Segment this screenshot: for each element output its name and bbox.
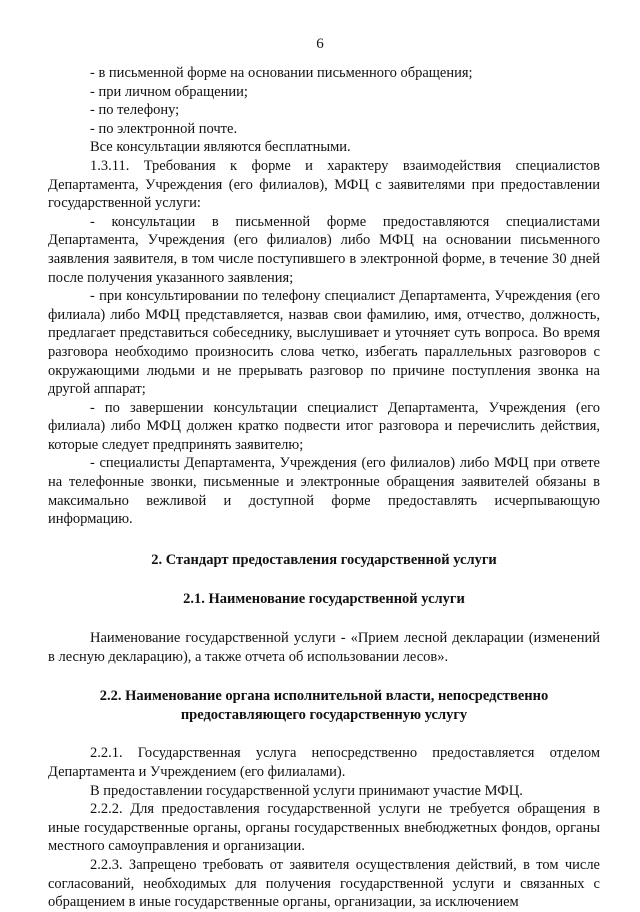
document-body	[48, 64, 600, 912]
paragraph-specialists-duties: - специалисты Департамента, Учреждения (его филиалов) либо МФЦ при ответе на телефонные звонки, письменные и электронные обращения заявителей обязаны в максимально вежливой и доступной форме предоставлять исчерпывающую информацию.	[48, 455, 600, 528]
section-heading-2-2	[48, 687, 600, 724]
section-heading-2: 2. Стандарт предоставления государственной услуги	[151, 551, 497, 568]
free-consultations-text: Все консультации являются бесплатными.	[90, 139, 351, 156]
list-item-email: - по электронной почте.	[90, 120, 238, 137]
list-item-phone: - по телефону;	[90, 102, 180, 119]
list-item-written: - в письменной форме на основании письменного обращения;	[90, 65, 473, 81]
paragraph-2-2-3: 2.2.3. Запрещено требовать от заявителя осуществления действий, в том числе согласований, необходимых для получения государственной услуги и связанных с обращением в иные государственные органы, организации, за исключением	[48, 856, 600, 911]
section-heading-2-1: 2.1. Наименование государственной услуги	[183, 591, 465, 608]
paragraph-1-3-11: 1.3.11. Требования к форме и характеру взаимодействия специалистов Департамента, Учреждения (его филиалов), МФЦ с заявителями при предоставлении государственной услуги:	[48, 157, 600, 212]
paragraph-written-consultations: - консультации в письменной форме предоставляются специалистами Департамента, Учреждения (его филиалов) либо МФЦ на основании письменного заявления заявителя, в том числе поступившего в электронной форме, в течение 30 дней после получения указанного заявления;	[48, 213, 600, 286]
section-heading-2-2-line1: 2.2. Наименование органа исполнительной власти, непосредственно	[99, 688, 549, 705]
paragraph-end-consultation: - по завершении консультации специалист Департамента, Учреждения (его филиала) либо МФЦ должен кратко подвести итог разговора и перечислить действия, которые следует предпринять заявителю;	[48, 399, 600, 453]
paragraph-mfc-participation: В предоставлении государственной услуги принимают участие МФЦ.	[90, 782, 523, 799]
paragraph-2-1: Наименование государственной услуги - «Прием лесной декларации (изменений в лесную декларацию), а также отчета об использовании лесов».	[48, 630, 600, 665]
page-number: 6	[316, 36, 324, 52]
section-heading-2-2-line2: предоставляющего государственную услугу	[180, 706, 468, 723]
paragraph-2-2-2: 2.2.2. Для предоставления государственной услуги не требуется обращения в иные государственные органы, органы государственных внебюджетных фондов, органы местного самоуправления и организации.	[48, 801, 600, 855]
paragraph-2-2-1: 2.2.1. Государственная услуга непосредственно предоставляется отделом Департамента и Учреждением (его филиалами).	[48, 745, 600, 780]
paragraph-phone-consultations: - при консультировании по телефону специалист Департамента, Учреждения (его филиала) либо МФЦ представляется, назвав свои фамилию, имя, отчество, должность, предлагает представиться собеседнику, выслушивает и уточняет суть вопроса. Во время разговора необходимо произносить слова четко, избегать параллельных разговоров с окружающими людьми и не прерывать разговор по причине поступления звонка на другой аппарат;	[48, 288, 600, 398]
list-item-personal: - при личном обращении;	[90, 83, 248, 100]
